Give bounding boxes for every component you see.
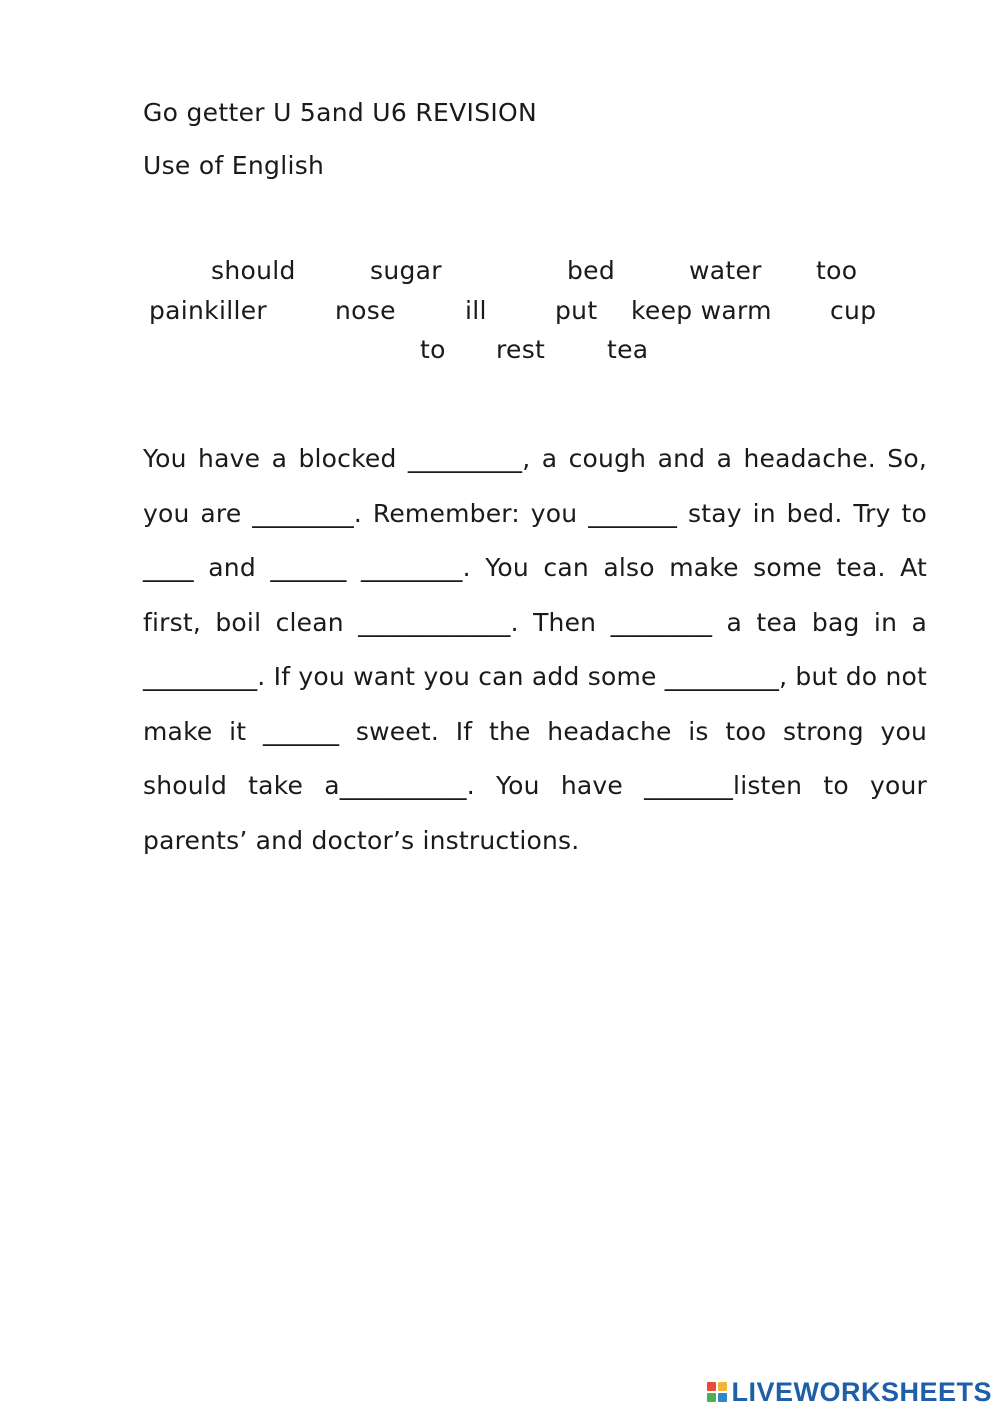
word-bank-item: sugar (370, 256, 442, 285)
liveworksheets-logo (707, 1377, 992, 1407)
word-bank-item: painkiller (149, 296, 267, 325)
word-bank-item: keep warm (631, 296, 772, 325)
word-bank-item: too (816, 256, 858, 285)
worksheet-title: Go getter U 5and U6 REVISION (143, 98, 538, 127)
word-bank (0, 0, 1000, 400)
word-bank-item: put (555, 296, 598, 325)
logo-square (718, 1393, 727, 1402)
logo-square (707, 1382, 716, 1391)
word-bank-item: rest (496, 335, 546, 364)
logo-square (718, 1382, 727, 1391)
word-bank-item: ill (465, 296, 487, 325)
word-bank-item: should (211, 256, 296, 285)
word-bank-item: bed (567, 256, 616, 285)
word-bank-item: tea (607, 335, 649, 364)
word-bank-item: to (420, 335, 446, 364)
logo-grid-icon (707, 1382, 727, 1402)
word-bank-item: nose (335, 296, 396, 325)
exercise-paragraph: You have a blocked _________, a cough and a headache. So, you are ________. Remember: you _______ stay in bed. Try to ____ and ______ ________. You can also make some tea. At first, boil clean ____________. Then ________ a tea bag in a _________. If you want you can add some _________, but do not make it ______ sweet. If the headache is too strong you should take a__________. You have _______listen to your parents’ and doctor’s instructions. (143, 444, 927, 855)
logo-text: LIVEWORKSHEETS (731, 1376, 992, 1407)
word-bank-item: water (689, 256, 762, 285)
word-bank-item: cup (830, 296, 877, 325)
logo-square (707, 1393, 716, 1402)
worksheet-subtitle: Use of English (143, 151, 325, 180)
